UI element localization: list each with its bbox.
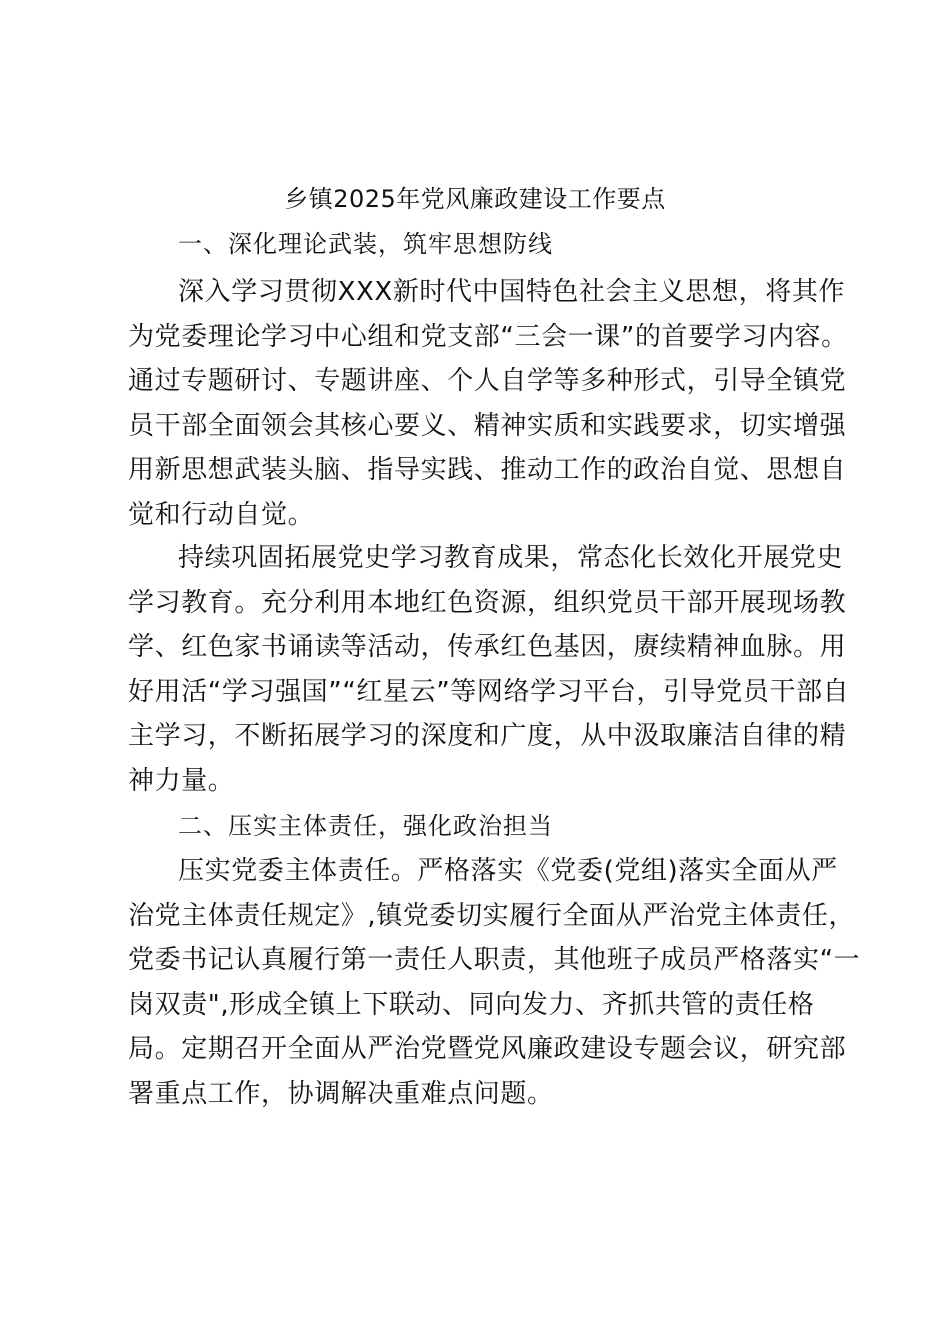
section-heading-2: 二、压实主体责任，强化政治担当: [178, 812, 553, 840]
paragraph-line: 学习教育。充分利用本地红色资源，组织党员干部开展现场教: [128, 587, 847, 618]
paragraph-line: 署重点工作，协调解决重难点问题。: [128, 1078, 554, 1109]
paragraph-line: 持续巩固拓展党史学习教育成果，常态化长效化开展党史: [178, 543, 844, 573]
paragraph-line: 神力量。: [128, 765, 235, 796]
paragraph-line: 岗双责",形成全镇上下联动、同向发力、齐抓共管的责任格: [128, 989, 815, 1020]
paragraph-line: 好用活“学习强国”“红星云”等网络学习平台，引导党员干部自: [128, 676, 850, 707]
paragraph-line: 用新思想武装头脑、指导实践、推动工作的政治自觉、思想自: [128, 455, 847, 485]
paragraph-line: 为党委理论学习中心组和党支部“三会一课”的首要学习内容。: [128, 321, 848, 352]
paragraph-line: 党委书记认真履行第一责任人职责，其他班子成员严格落实“一: [128, 945, 861, 975]
paragraph-line: 觉和行动自觉。: [128, 499, 315, 530]
paragraph-2: [128, 536, 850, 803]
paragraph-line: 通过专题研讨、专题讲座、个人自学等多种形式，引导全镇党: [128, 366, 847, 396]
paragraph-line: 员干部全面领会其核心要义、精神实质和实践要求，切实增强: [128, 410, 847, 441]
paragraph-line: 压实党委主体责任。严格落实《党委(党组)落实全面从严: [178, 856, 838, 886]
paragraph-line: 主学习，不断拓展学习的深度和广度，从中汲取廉洁自律的精: [128, 721, 847, 751]
paragraph-line: 学、红色家书诵读等活动，传承红色基因，赓续精神血脉。用: [128, 632, 847, 662]
paragraph-1: [128, 270, 848, 537]
document-title: 乡镇2025年党风廉政建设工作要点: [284, 185, 666, 213]
paragraph-line: 治党主体责任规定》,镇党委切实履行全面从严治党主体责任，: [128, 900, 856, 931]
section-heading-1: 一、深化理论武装，筑牢思想防线: [178, 230, 553, 258]
paragraph-3: [128, 849, 861, 1116]
paragraph-line: 局。定期召开全面从严治党暨党风廉政建设专题会议，研究部: [128, 1034, 847, 1064]
paragraph-line: 深入学习贯彻XXX新时代中国特色社会主义思想，将其作: [178, 277, 846, 307]
